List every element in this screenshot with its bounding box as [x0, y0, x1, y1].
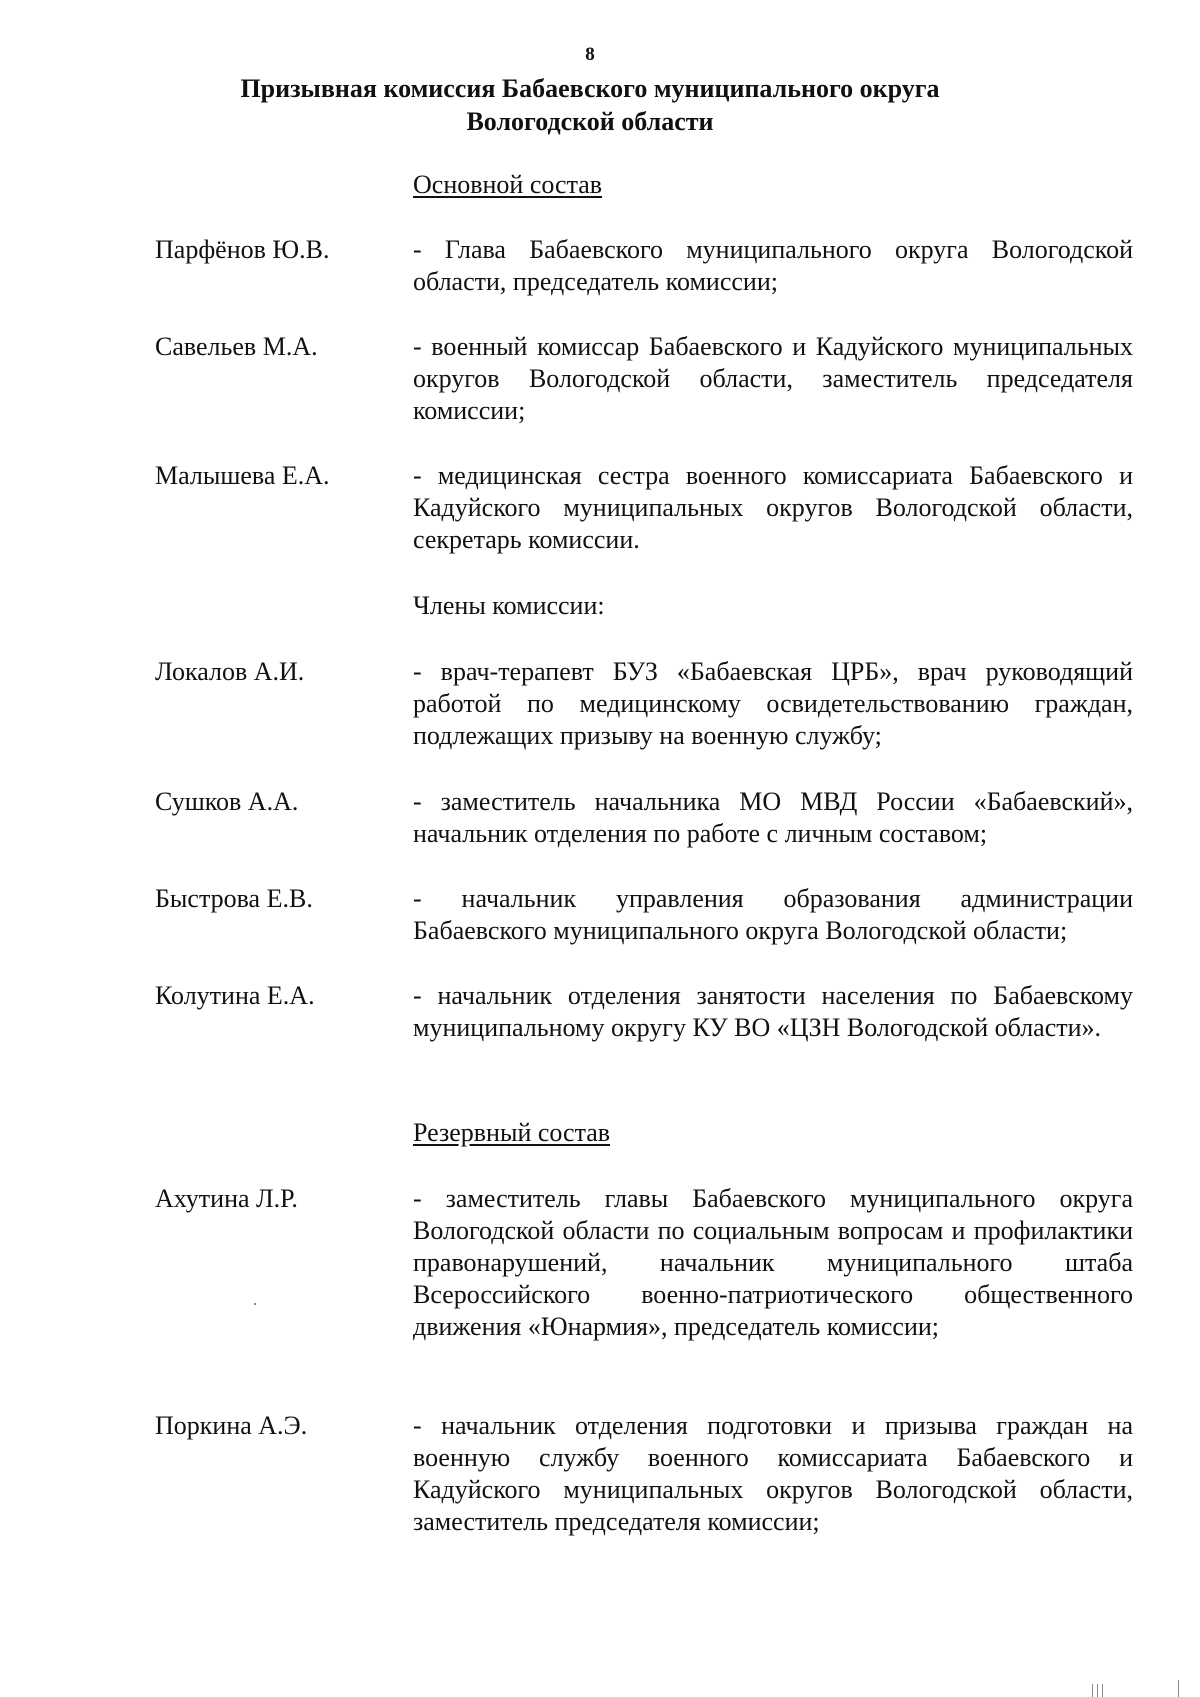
scan-artifact	[1178, 1680, 1179, 1697]
entry-description: - Глава Бабаевского муниципального округа Вологодской области, председатель комиссии;	[413, 235, 1133, 296]
scan-artifact	[1097, 1684, 1098, 1697]
section-heading-main: Основной состав	[413, 170, 603, 199]
scan-artifact	[1092, 1684, 1093, 1697]
document-title	[0, 72, 1180, 138]
entry-description: - начальник отделения подготовки и призыва граждан на военную службу военного комиссариата Бабаевского и Кадуйского муниципальных округов Вологодской области, заместитель председателя комиссии;	[413, 1411, 1133, 1536]
entry-description: - начальник отделения занятости населения по Бабаевскому муниципальному округу КУ ВО «ЦЗН Вологодской области».	[413, 981, 1133, 1042]
scan-artifact	[254, 1303, 256, 1305]
section-heading-members: Члены комиссии:	[413, 591, 605, 620]
entry-description: - заместитель главы Бабаевского муниципального округа Вологодской области по социальным вопросам и профилактики правонарушений, начальник муниципального штаба Всероссийского военно-патриотического общественного движения «Юнармия», председатель комиссии;	[413, 1184, 1133, 1341]
entry-name: Ахутина Л.Р.	[155, 1184, 298, 1213]
entry-description: - врач-терапевт БУЗ «Бабаевская ЦРБ», врач руководящий работой по медицинскому освидетельствованию граждан, подлежащих призыву на военную службу;	[413, 657, 1133, 750]
entry-description: - заместитель начальника МО МВД России «Бабаевский», начальник отделения по работе с личным составом;	[413, 787, 1133, 848]
entry-description: - военный комиссар Бабаевского и Кадуйского муниципальных округов Вологодской области, заместитель председателя комиссии;	[413, 332, 1133, 425]
page-number: 8	[585, 44, 595, 65]
entry-name: Савельев М.А.	[155, 332, 318, 361]
section-heading-reserve: Резервный состав	[413, 1118, 611, 1147]
entry-name: Сушков А.А.	[155, 787, 299, 816]
entry-name: Малышева Е.А.	[155, 461, 330, 490]
entry-name: Парфёнов Ю.В.	[155, 235, 330, 264]
entry-description: - начальник управления образования администрации Бабаевского муниципального округа Вологодской области;	[413, 884, 1133, 945]
entry-name: Колутина Е.А.	[155, 981, 315, 1010]
document-title-line-2: Вологодской области	[466, 107, 714, 136]
entry-name: Локалов А.И.	[155, 657, 305, 686]
scan-artifact	[1102, 1684, 1103, 1697]
entry-name: Быстрова Е.В.	[155, 884, 313, 913]
entry-description: - медицинская сестра военного комиссариата Бабаевского и Кадуйского муниципальных округов Вологодской области, секретарь комиссии.	[413, 461, 1133, 554]
document-title-line-1: Призывная комиссия Бабаевского муниципального округа	[240, 74, 940, 103]
entry-name: Поркина А.Э.	[155, 1411, 308, 1440]
